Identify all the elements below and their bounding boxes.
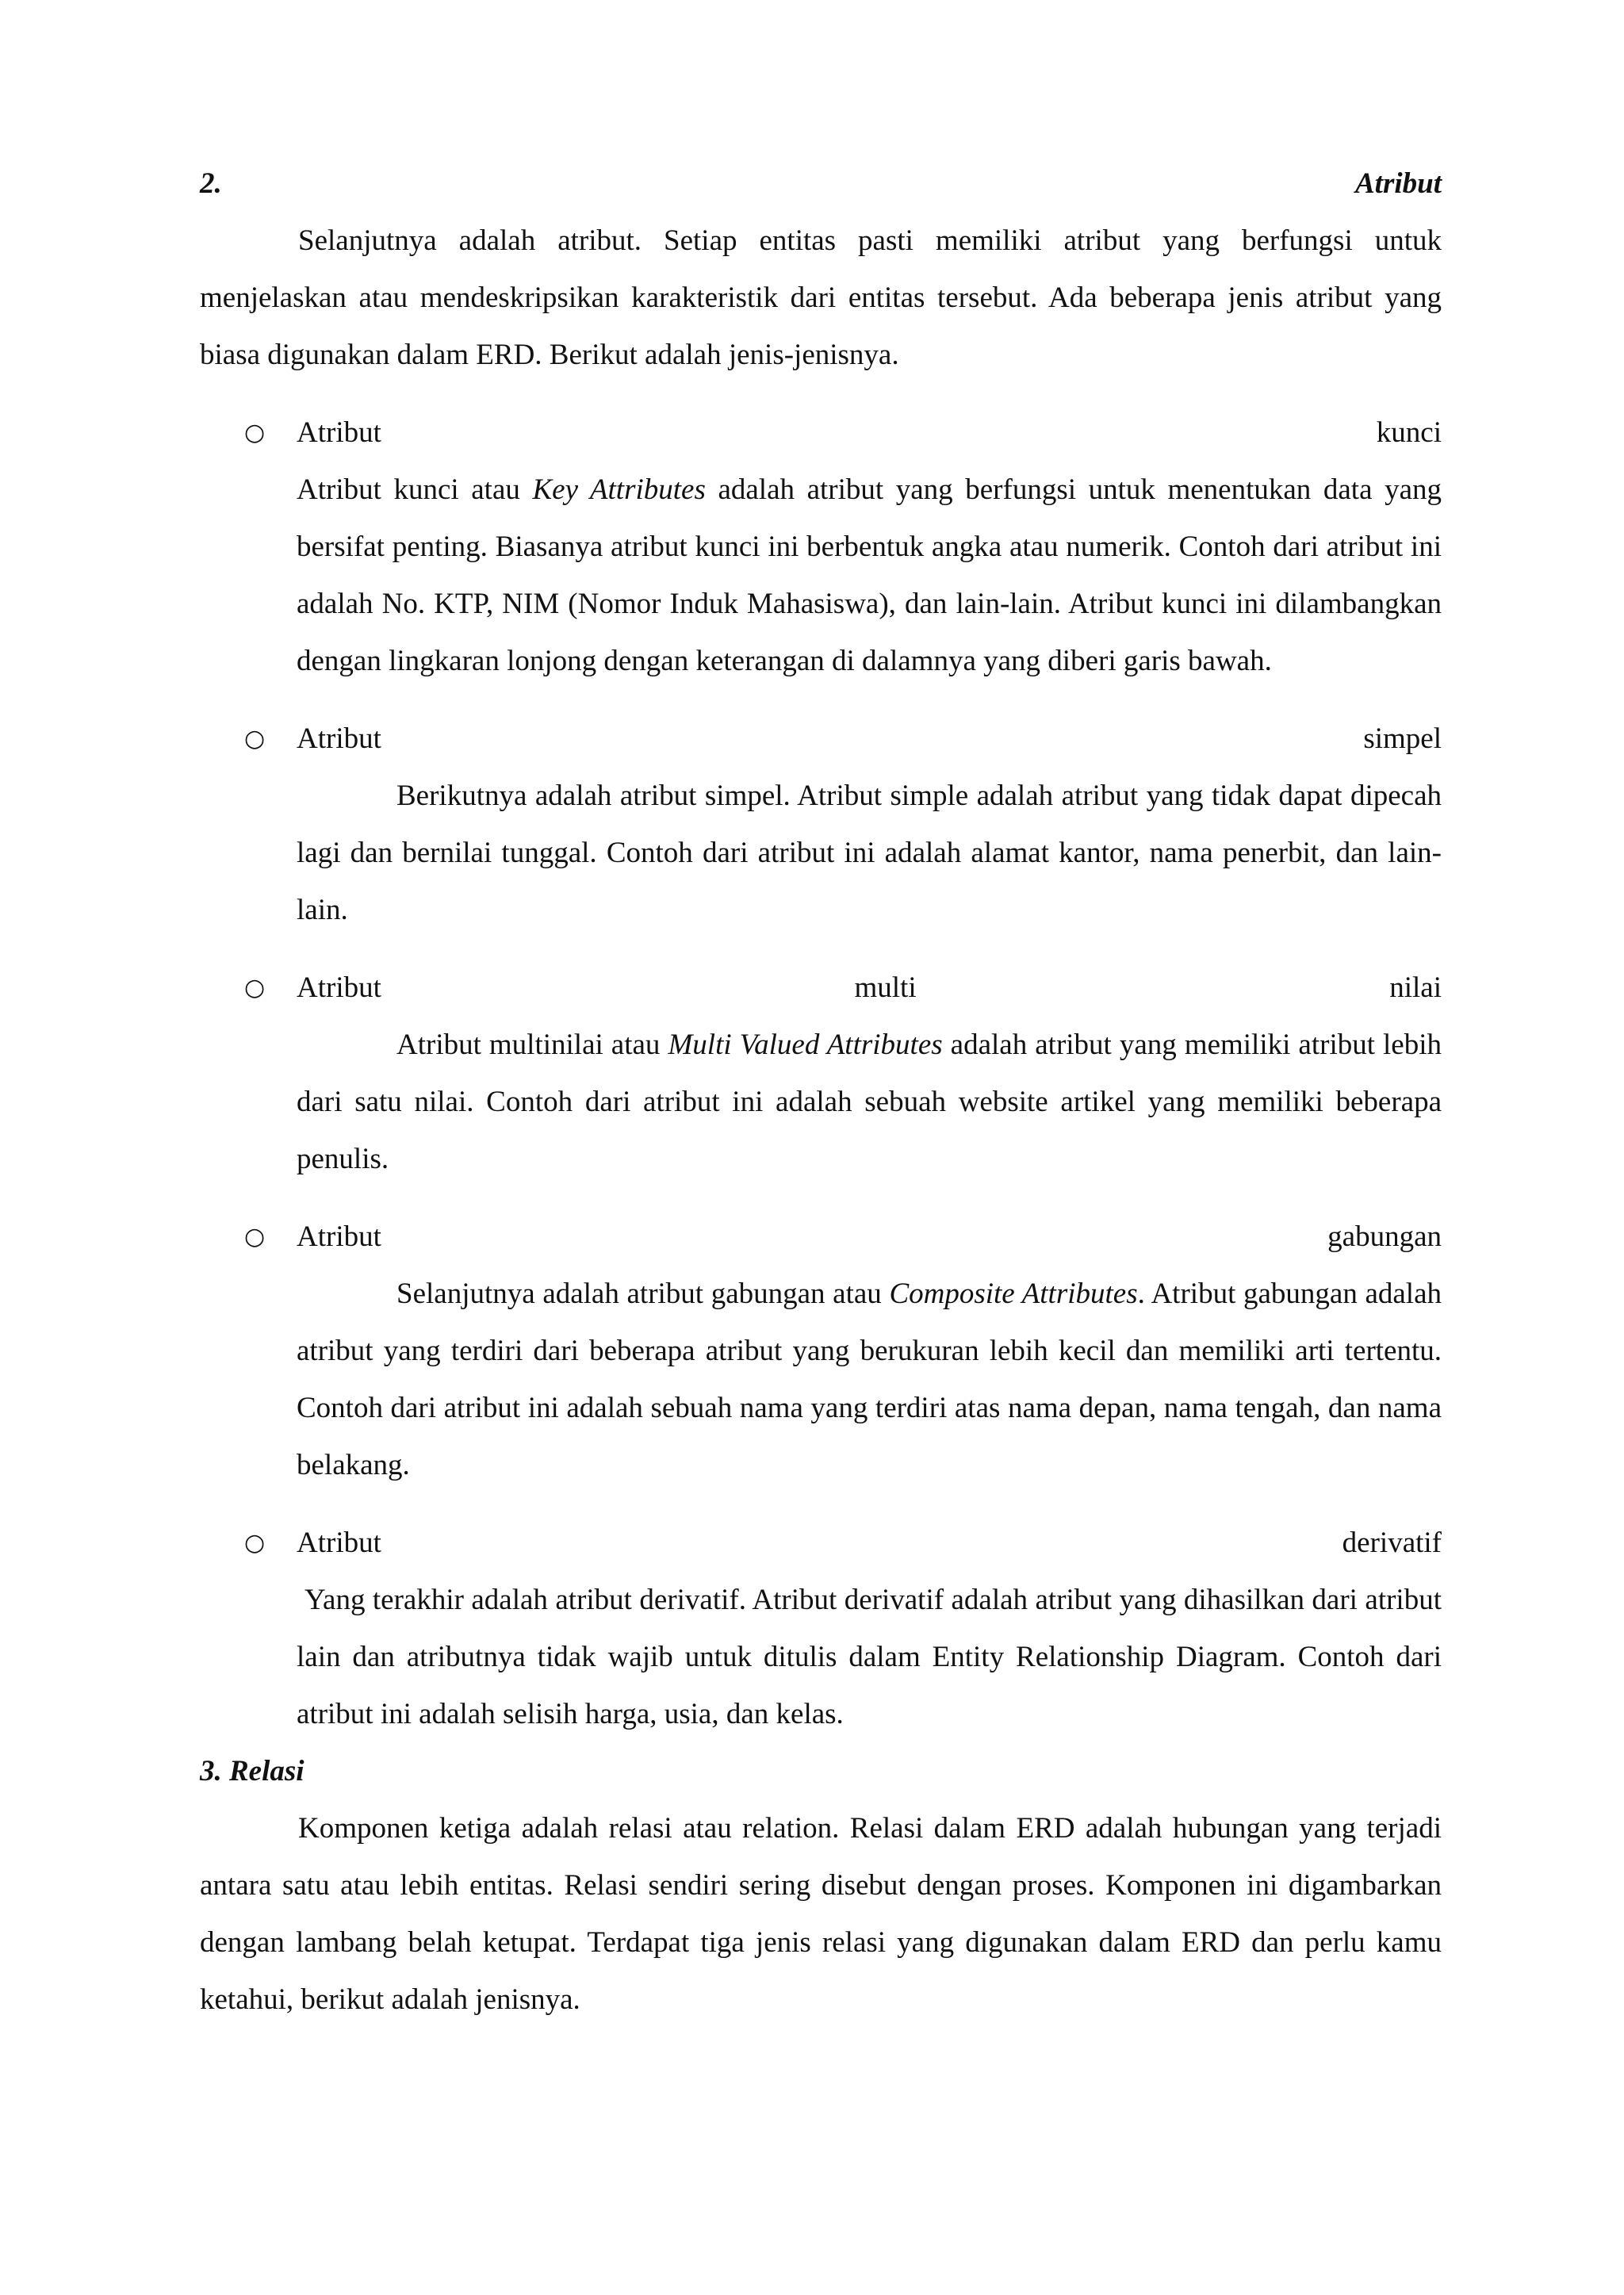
section-2-number: 2. [200,167,222,200]
bullet-circle-icon: ○ [244,1529,266,1557]
list-item-heading [200,404,1442,462]
list-item-heading-mid: multi [854,971,917,1004]
list-item-atribut-gabungan [200,1209,1442,1494]
page-content [200,155,1442,2029]
body-text: Atribut multinilai atau [396,1029,668,1061]
list-item-heading-left: Atribut [297,1527,381,1559]
body-text: adalah atribut yang berfungsi untuk menentukan data yang bersifat penting. Biasanya atribut kunci ini berbentuk angka atau numerik. Contoh dari atribut ini adalah No. KTP, NIM (Nomor Induk Mahasiswa), dan lain-lain. Atribut kunci ini dilambangkan dengan lingkaran lonjong dengan keterangan di dalamnya yang diberi garis bawah. [297,473,1442,677]
list-item-heading-left: Atribut [297,416,381,449]
body-text: Selanjutnya adalah atribut gabungan atau [396,1278,890,1310]
body-emphasis: Composite Attributes [889,1278,1138,1310]
body-emphasis: Key Attributes [532,473,706,506]
list-item-heading [200,1515,1442,1572]
list-item-heading-left: Atribut [297,1220,381,1253]
list-item-atribut-derivatif [200,1515,1442,1743]
section-3-intro: Komponen ketiga adalah relasi atau relation. Relasi dalam ERD adalah hubungan yang terjadi antara satu atau lebih entitas. Relasi sendiri sering disebut dengan proses. Komponen ini digambarkan dengan lambang belah ketupat. Terdapat tiga jenis relasi yang digunakan dalam ERD dan perlu kamu ketahui, berikut adalah jenisnya. [200,1812,1442,2016]
section-2-title: Atribut [1355,167,1442,200]
list-item-heading-right: gabungan [1327,1220,1442,1253]
list-item-heading-left: Atribut [297,722,381,755]
list-item-body: Yang terakhir adalah atribut derivatif. Atribut derivatif adalah atribut yang dihasilkan dari atribut lain dan atributnya tidak wajib untuk ditulis dalam Entity Relationship Diagram. Contoh dari atribut ini adalah selisih harga, usia, dan kelas. [297,1584,1442,1730]
list-item-heading-left: Atribut [297,971,381,1004]
bullet-circle-icon: ○ [244,1223,266,1251]
list-item-heading-right: simpel [1363,722,1442,755]
list-item-atribut-simpel [200,711,1442,939]
body-text: adalah atribut yang memiliki atribut lebih dari satu nilai. Contoh dari atribut ini adalah sebuah website artikel yang memiliki beberapa penulis. [297,1029,1442,1175]
list-item-atribut-multi-nilai [200,960,1442,1188]
body-text: Atribut kunci atau [297,473,533,506]
list-item-body: Berikutnya adalah atribut simpel. Atribut simple adalah atribut yang tidak dapat dipecah lagi dan bernilai tunggal. Contoh dari atribut ini adalah alamat kantor, nama penerbit, dan lain-lain. [297,780,1442,926]
list-item-body [297,1017,1442,1188]
body-emphasis: Multi Valued Attributes [668,1029,943,1061]
list-item-heading [200,1209,1442,1266]
list-item-atribut-kunci [200,404,1442,690]
list-item-heading-right: derivatif [1342,1527,1442,1559]
list-item-heading-right: kunci [1376,416,1442,449]
list-item-heading [200,711,1442,768]
bullet-circle-icon: ○ [244,419,266,446]
list-item-body [297,1266,1442,1494]
section-2-intro: Selanjutnya adalah atribut. Setiap entitas pasti memiliki atribut yang berfungsi untuk menjelaskan atau mendeskripsikan karakteristik dari entitas tersebut. Ada beberapa jenis atribut yang biasa digunakan dalam ERD. Berikut adalah jenis-jenisnya. [200,224,1442,371]
list-item-body [297,462,1442,690]
bullet-circle-icon: ○ [244,725,266,753]
section-2-heading [200,155,1442,213]
list-item-heading [200,960,1442,1017]
section-3-heading: 3. Relasi [200,1755,304,1787]
bullet-circle-icon: ○ [244,974,266,1002]
list-item-heading-right: nilai [1389,971,1442,1004]
body-text: . Atribut gabungan adalah atribut yang terdiri dari beberapa atribut yang berukuran lebih kecil dan memiliki arti tertentu. Contoh dari atribut ini adalah sebuah nama yang terdiri atas nama depan, nama tengah, dan nama belakang. [297,1278,1442,1481]
